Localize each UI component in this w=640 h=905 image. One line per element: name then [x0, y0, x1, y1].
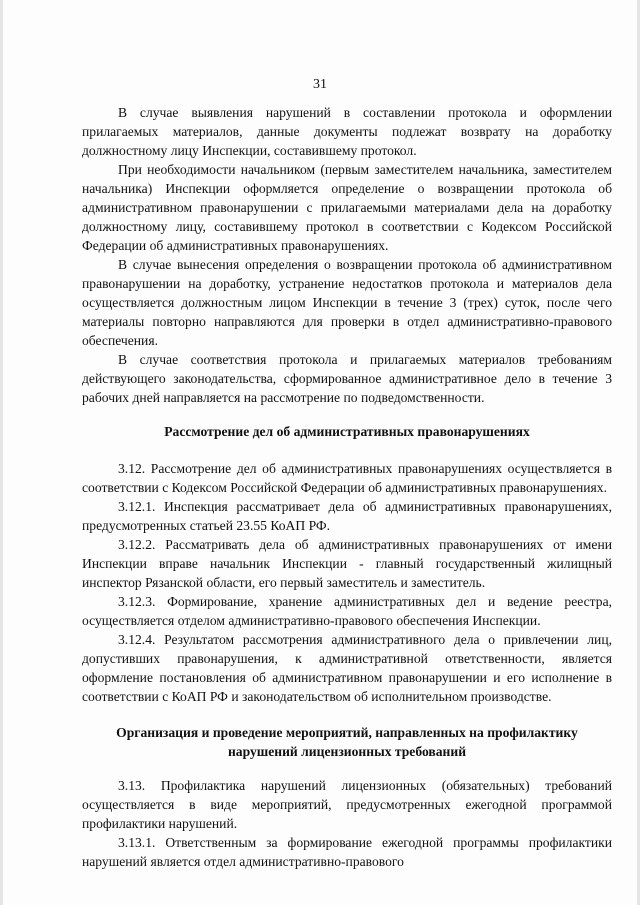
- scan-artifact: [0, 0, 3, 905]
- paragraph: В случае соответствия протокола и прилагаемых материалов требованиям действующего законодательства, сформированное административное дело в течение 3 рабочих дней направляется на рассмотрение по подведомственности.: [82, 352, 612, 405]
- section-heading: Организация и проведение мероприятий, направленных на профилактику нарушений лицензионных требований: [116, 725, 578, 759]
- paragraph: 3.12. Рассмотрение дел об административных правонарушениях осуществляется в соответствии с Кодексом Российской Федерации об административных правонарушениях.: [82, 461, 612, 495]
- document-body: [82, 103, 612, 871]
- paragraph: В случае выявления нарушений в составлении протокола и оформлении прилагаемых материалов, данные документы подлежат возврату на доработку должностному лицу Инспекции, составившему протокол.: [82, 105, 612, 158]
- paragraph: В случае вынесения определения о возвращении протокола об административном правонарушении на доработку, устранение недостатков протокола и материалов дела осуществляется должностным лицом Инспекции в течение 3 (трех) суток, после чего материалы повторно направляются для проверки в отдел административно-правового обеспечения.: [82, 257, 612, 348]
- paragraph: 3.12.4. Результатом рассмотрения административного дела о привлечении лиц, допустивших правонарушения, к административной ответственности, является оформление постановления об административном правонарушении и его исполнение в соответствии с КоАП РФ и законодательством об исполнительном производстве.: [82, 632, 612, 704]
- page-number: 31: [313, 77, 327, 92]
- paragraph: При необходимости начальником (первым заместителем начальника, заместителем начальника) Инспекции оформляется определение о возвращении протокола об административном правонарушении с прилагаемыми материалами дела на доработку должностному лицу, составившему протокол в соответствии с Кодексом Российской Федерации об административных правонарушениях.: [82, 162, 612, 253]
- paragraph: 3.12.2. Рассматривать дела об административных правонарушениях от имени Инспекции вправе начальник Инспекции - главный государственный жилищный инспектор Рязанской области, его первый заместитель и заместитель.: [82, 537, 612, 590]
- section-heading: Рассмотрение дел об административных правонарушениях: [164, 424, 530, 439]
- paragraph: 3.12.3. Формирование, хранение административных дел и ведение реестра, осуществляется отделом административно-правового обеспечения Инспекции.: [82, 594, 612, 628]
- paragraph: 3.12.1. Инспекция рассматривает дела об административных правонарушениях, предусмотренных статьей 23.55 КоАП РФ.: [82, 499, 612, 533]
- paragraph: 3.13. Профилактика нарушений лицензионных (обязательных) требований осуществляется в виде мероприятий, предусмотренных ежегодной программой профилактики нарушений.: [82, 778, 612, 831]
- paragraph: 3.13.1. Ответственным за формирование ежегодной программы профилактики нарушений является отдел административно-правового: [82, 835, 612, 869]
